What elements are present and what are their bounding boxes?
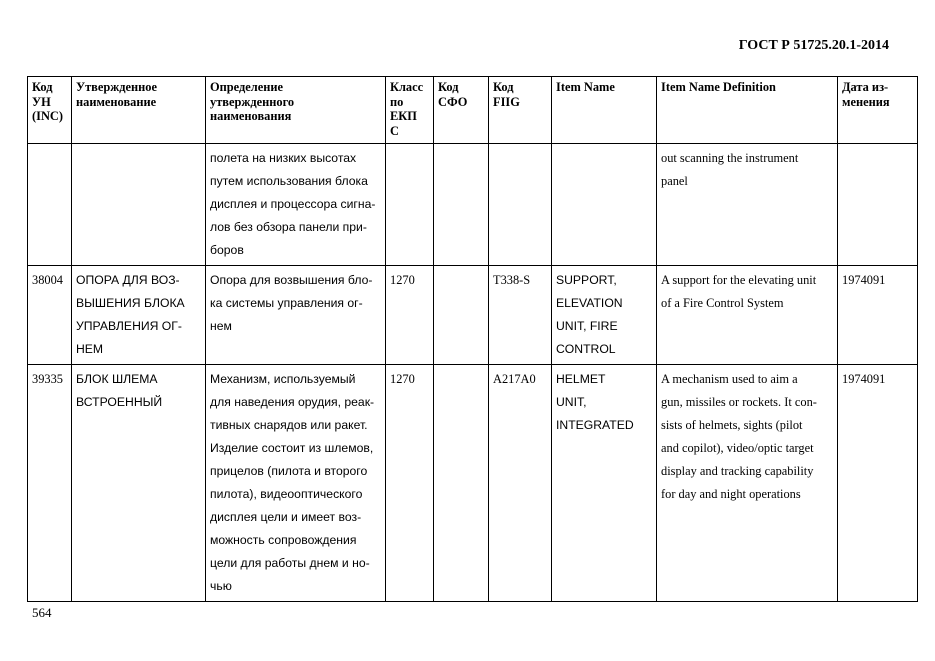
cell-text-line: display and tracking capability [661, 464, 814, 478]
cell-text-line: INTEGRATED [556, 418, 634, 432]
cell-col-inc [28, 365, 72, 602]
cell-col-item-name [552, 365, 657, 602]
cell-text-line: sists of helmets, sights (pilot [661, 418, 803, 432]
cell-col-approved-name [72, 365, 206, 602]
cell-text-line: ОПОРА ДЛЯ ВОЗ- [76, 273, 180, 287]
cell-text-line: путем использования блока [210, 174, 368, 188]
cell-text-line: полета на низких высотах [210, 151, 357, 165]
header-text-line: (INC) [32, 109, 63, 123]
cell-text-line: УПРАВЛЕНИЯ ОГ- [76, 319, 182, 333]
cell-text-line: 1974091 [842, 273, 886, 287]
cell-text-line: UNIT, FIRE [556, 319, 618, 333]
cell-text-line: for day and night operations [661, 487, 801, 501]
cell-text-line: Изделие состоит из шлемов, [210, 441, 374, 455]
cell-text-line: для наведения орудия, реак- [210, 395, 375, 409]
cell-col-fiig [489, 365, 552, 602]
cell-text-line: A mechanism used to aim a [661, 372, 798, 386]
cell-col-item-definition [657, 365, 838, 602]
header-text-line: Класс [390, 80, 424, 94]
header-text-line: Item Name [556, 80, 615, 94]
cell-text-line: panel [661, 174, 688, 188]
header-col-sfo [434, 77, 489, 144]
header-col-class [386, 77, 434, 144]
cell-text-line: SUPPORT, [556, 273, 617, 287]
cell-text-line: Механизм, используемый [210, 372, 356, 386]
cell-col-item-name [552, 144, 657, 266]
cell-text-line: Опора для возвышения бло- [210, 273, 373, 287]
cell-text-line: and copilot), video/optic target [661, 441, 814, 455]
cell-text-line: чью [210, 579, 232, 593]
cell-text-line: лов без обзора панели при- [210, 220, 367, 234]
cell-text-line: 39335 [32, 372, 63, 386]
cell-col-class [386, 365, 434, 602]
header-col-inc [28, 77, 72, 144]
header-col-definition [206, 77, 386, 144]
cell-col-inc [28, 144, 72, 266]
cell-text-line: CONTROL [556, 342, 616, 356]
header-text-line: наименования [210, 109, 292, 123]
items-table [27, 76, 918, 602]
cell-text-line: боров [210, 243, 244, 257]
cell-col-class [386, 266, 434, 365]
cell-text-line: нем [210, 319, 232, 333]
cell-col-inc [28, 266, 72, 365]
cell-text-line: ка системы управления ог- [210, 296, 363, 310]
cell-col-sfo [434, 365, 489, 602]
cell-col-item-definition [657, 144, 838, 266]
header-text-line: Код [493, 80, 514, 94]
header-text-line: Дата из- [842, 80, 889, 94]
cell-text-line: gun, missiles or rockets. It con- [661, 395, 817, 409]
cell-text-line: пилота), видеооптического [210, 487, 363, 501]
cell-col-class [386, 144, 434, 266]
cell-text-line: T338-S [493, 273, 531, 287]
cell-col-sfo [434, 144, 489, 266]
cell-col-item-name [552, 266, 657, 365]
header-col-fiig [489, 77, 552, 144]
cell-col-definition [206, 365, 386, 602]
cell-col-definition [206, 266, 386, 365]
header-col-item-name [552, 77, 657, 144]
table-row [28, 144, 918, 266]
cell-text-line: ВСТРОЕННЫЙ [76, 395, 163, 409]
cell-text-line: UNIT, [556, 395, 587, 409]
cell-text-line: A support for the elevating unit [661, 273, 817, 287]
header-text-line: С [390, 123, 399, 138]
header-text-line: Код [438, 80, 459, 94]
cell-text-line: прицелов (пилота и второго [210, 464, 368, 478]
page-number: 564 [32, 605, 52, 620]
cell-text-line: дисплея и процессора сигна- [210, 197, 376, 211]
cell-col-approved-name [72, 266, 206, 365]
table-row [28, 365, 918, 602]
header-text-line: ЕКП [390, 109, 417, 123]
header-col-approved-name [72, 77, 206, 144]
header-text-line: утвержденного [210, 94, 295, 109]
cell-text-line: можность сопровождения [210, 533, 357, 547]
cell-text-line: цели для работы днем и но- [210, 556, 370, 570]
cell-col-change-date [838, 266, 918, 365]
cell-col-fiig [489, 144, 552, 266]
cell-text-line: A217A0 [493, 372, 536, 386]
header-text-line: по [390, 94, 404, 109]
cell-text-line: ВЫШЕНИЯ БЛОКА [76, 296, 185, 310]
cell-col-fiig [489, 266, 552, 365]
cell-col-change-date [838, 365, 918, 602]
cell-col-approved-name [72, 144, 206, 266]
cell-col-change-date [838, 144, 918, 266]
cell-text-line: 1270 [390, 273, 415, 287]
header-text-line: Утвержденное [76, 80, 157, 94]
header-text-line: Определение [210, 80, 284, 94]
header-text-line: СФО [438, 94, 468, 109]
cell-col-sfo [434, 266, 489, 365]
cell-text-line: НЕМ [76, 342, 104, 356]
table-header-row [28, 77, 918, 144]
cell-text-line: тивных снарядов или ракет. [210, 418, 368, 432]
header-text-line: Item Name Definition [661, 80, 776, 94]
cell-text-line: out scanning the instrument [661, 151, 799, 165]
cell-col-definition [206, 144, 386, 266]
cell-col-item-definition [657, 266, 838, 365]
cell-text-line: БЛОК ШЛЕМА [76, 372, 158, 386]
header-text-line: УН [32, 94, 51, 109]
cell-text-line: 1270 [390, 372, 415, 386]
cell-text-line: HELMET [556, 372, 606, 386]
cell-text-line: of a Fire Control System [661, 296, 784, 310]
header-text-line: наименование [76, 94, 157, 109]
header-col-item-definition [657, 77, 838, 144]
table-row [28, 266, 918, 365]
header-col-change-date [838, 77, 918, 144]
cell-text-line: ELEVATION [556, 296, 623, 310]
cell-text-line: 1974091 [842, 372, 886, 386]
header-text-line: FIIG [493, 94, 520, 109]
cell-text-line: дисплея цели и имеет воз- [210, 510, 362, 524]
cell-text-line: 38004 [32, 273, 63, 287]
header-text-line: менения [842, 94, 890, 109]
document-code: ГОСТ Р 51725.20.1-2014 [738, 38, 889, 53]
header-text-line: Код [32, 80, 53, 94]
